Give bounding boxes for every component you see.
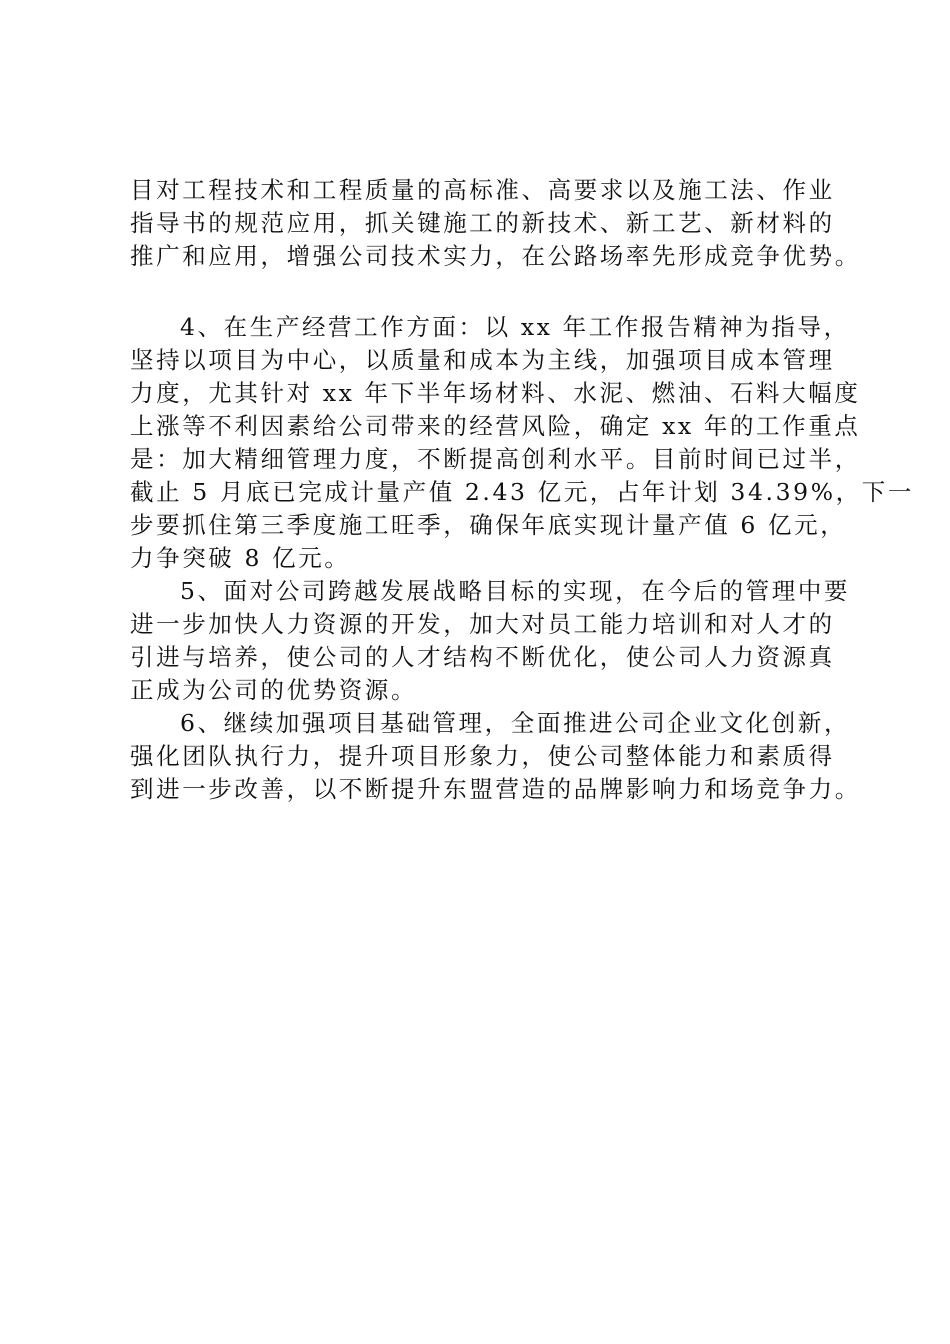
text-line: 4、在生产经营工作方面：以 xx 年工作报告精神为指导，: [180, 313, 850, 341]
text-line: 目对工程技术和工程质量的高标准、高要求以及施工法、作业: [130, 176, 835, 204]
paragraph-spacer: [130, 273, 858, 311]
text-line: 到进一步改善，以不断提升东盟营造的品牌影响力和场竞争力。: [130, 775, 861, 803]
text-line: 6、继续加强项目基础管理，全面推进公司企业文化创新，: [180, 709, 851, 737]
text-line: 指导书的规范应用，抓关键施工的新技术、新工艺、新材料的: [130, 209, 835, 237]
paragraph-4: [130, 311, 914, 575]
text-line: 力度，尤其针对 xx 年下半年场材料、水泥、燃油、石料大幅度: [130, 379, 861, 407]
text-line: 5、面对公司跨越发展战略目标的实现，在今后的管理中要: [180, 577, 851, 605]
text-line: 强化团队执行力，提升项目形象力，使公司整体能力和素质得: [130, 742, 835, 770]
text-line: 步要抓住第三季度施工旺季，确保年底实现计量产值 6 亿元，: [130, 511, 847, 539]
paragraph-continued: [130, 174, 861, 273]
text-line: 坚持以项目为中心，以质量和成本为主线，加强项目成本管理: [130, 346, 835, 374]
text-line: 是：加大精细管理力度，不断提高创利水平。目前时间已过半，: [130, 445, 861, 473]
text-line: 推广和应用，增强公司技术实力，在公路场率先形成竞争优势。: [130, 242, 861, 270]
text-line: 力争突破 8 亿元。: [130, 544, 351, 572]
paragraph-6: [130, 707, 861, 806]
text-line: 正成为公司的优势资源。: [130, 676, 418, 704]
text-line: 截止 5 月底已完成计量产值 2.43 亿元，占年计划 34.39%，下一: [130, 478, 914, 506]
text-line: 引进与培养，使公司的人才结构不断优化，使公司人力资源真: [130, 643, 835, 671]
paragraph-5: [130, 575, 858, 707]
text-line: 上涨等不利因素给公司带来的经营风险，确定 xx 年的工作重点: [130, 412, 861, 440]
text-line: 进一步加快人力资源的开发，加大对员工能力培训和对人才的: [130, 610, 835, 638]
document-body: [130, 174, 914, 806]
